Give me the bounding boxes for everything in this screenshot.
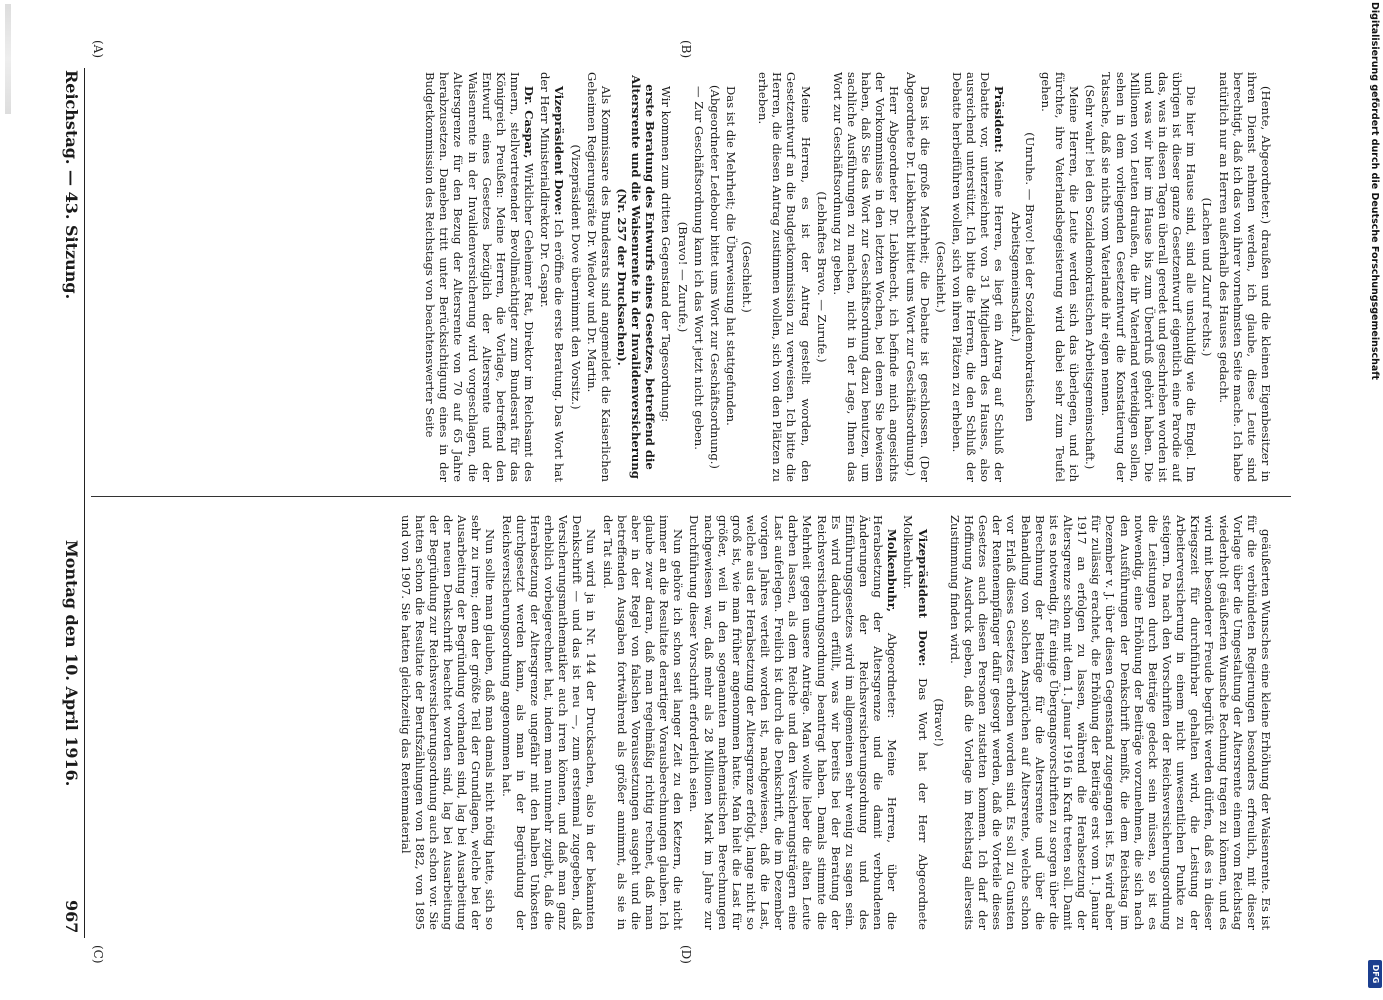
paragraph: Die hier im Hause sind, sind alle unschuldig wie die Engel. Im übrigen ist dieser ganze Gesetzentwurf eigentlich eine Parodie auf das, was in diesen Tagen überall geredet und geschrieben worden ist und was wir hier im Hause bis zum Überdruß gehört haben. Die Millionen von Leuten draußen, die ihr Vaterland verteidigen sollen, sehen in dem vorliegenden Gesetzentwurf die Konstatierung der Tatsache, daß sie nichts vom Vaterlande ihr eigen nennen. xyxy=(1099,72,1199,482)
speaker-name: Dr. Caspar, xyxy=(522,86,537,159)
margin-mark-c: (C) xyxy=(91,945,105,964)
interjection: (Vizepräsident Dove übernimmt den Vorsitz.) xyxy=(568,144,583,410)
margin-mark-b: (B) xyxy=(679,40,693,59)
paragraph: Wir kommen zum dritten Gegenstand der Tagesordnung: xyxy=(659,86,674,423)
margin-mark-d: (D) xyxy=(679,945,693,964)
paragraph xyxy=(901,515,929,930)
paragraph: Meine Herren, es ist der Antrag gestellt worden, den Gesetzentwurf an die Budgetkommission zu verweisen. Ich bitte die Herren, die diesen Antrag zustimmen wollen, sich von den Plätzen zu erheben. xyxy=(756,72,813,482)
paragraph: Nun sollte man glauben, daß man damals nicht nötig hatte, sich so sehr zu irren; denn der größte Teil der Grundlagen, welche bei der Ausarbeitung der Begründung vorhanden sind, lag bei Ausarbeitung der neuen Denkschrift beachtet worden sind, lag bei Ausarbeitung der Begründung zur Reichsversicherungsordnung auch schon vor. Sie hatten schon die Resultate der Berufszählungen von 1882, von 1895 und von 1907. Sie hatten gleichzeitig das Rentenmaterial xyxy=(398,515,498,930)
scan-artifact xyxy=(5,4,11,114)
speaker-name: Präsident: xyxy=(992,86,1007,153)
paragraph xyxy=(423,72,536,482)
speech-text: Das Wort hat der Herr Abgeordnete Molkenbuhr. xyxy=(901,515,930,930)
header-session: Reichstag. — 43. Sitzung. xyxy=(62,70,81,300)
interjection: (Lachen und Zuruf rechts.) xyxy=(1200,197,1215,357)
dfg-logo: DFG xyxy=(1368,960,1382,988)
paragraph: Meine Herren, die Leute werden sich das überlegen, und ich fürchte, ihre Vaterlandsbegeisterung wird dabei sehr zum Teufel gehen. xyxy=(1038,72,1082,482)
margin-mark-a: (A) xyxy=(91,40,105,59)
speech-text: Abgeordneter: Meine Herren, über die Herabsetzung der Altersgrenze und die damit verbundenen Änderungen der Reichsversicherungsordnung und des Einführungsgesetzes wird im allgemeinen sehr wenig zu sagen sein. Es wird dadurch erfüllt, was wir bereits bei der Beratung der Reichsversicherungsordnung beantragt haben. Damals stimmte die Mehrheit gegen unsere Anträge. Man wollte lieber die alten Leute darben lassen, als dem Reiche und den Versicherungsträgern eine Last auferlegen. Freilich ist durch die Denkschrift, die im Dezember vorigen Jahres verteilt worden ist, nachgewiesen, daß die Last, welche aus der Herabsetzung der Altersgrenze erfolgt, lange nicht so groß ist, wie man früher angenommen hatte. Man hielt die Last für größer, weil in den sogenannten mathematischen Berechnungen nachgewiesen war, daß mehr als 28 Millionen Mark im Jahre zur Durchführung dieser Vorschrift erforderlich seien. xyxy=(687,515,900,930)
speaker-name: Vizepräsident Dove: xyxy=(552,86,567,216)
speech-text: Ich eröffne die erste Beratung. Das Wort hat der Herr Ministerialdirektor Dr. Caspar. xyxy=(538,72,567,482)
speaker-name: Vizepräsident Dove: xyxy=(915,529,930,667)
paragraph: Das ist die Mehrheit; die Überweisung hat stattgefunden. xyxy=(723,86,738,426)
column-divider xyxy=(91,496,1291,497)
digitization-footer xyxy=(1368,0,1380,1000)
interjection: (Abgeordneter Ledebour bittet ums Wort zur Geschäftsordnung.) xyxy=(707,85,722,469)
interjection: (Unruhe. — Bravo! bei der Sozialdemokratischen Arbeitsgemeinschaft.) xyxy=(1008,132,1037,422)
paragraph: — Zur Geschäftsordnung kann ich das Wort jetzt nicht geben. xyxy=(691,86,706,450)
paragraph xyxy=(538,72,566,482)
interjection: (Geschieht.) xyxy=(740,241,755,313)
paragraph: geäußerten Wunsches eine kleine Erhöhung der Waisenrente. Es ist für die verbündeten Regierungen besonders erfreulich, mit dieser Vorlage über die Umgestaltung der Altersrente einem vom Reichstag wiederholt geäußerten Wunsche Rechnung tragen zu können, und es wird mit besonderer Freude begrüßt werden dürfen, daß es in dieser Kriegszeit für durchführbar gehalten wird, die Leistung der Arbeiterversicherung in einem nicht unwesentlichen Punkte zu steigern. Da nach den Vorschriften der Reichsversicherungsordnung die Leistungen durch Beiträge gedeckt sein müssen, so ist es notwendig, eine Erhöhung der Beiträge vorzunehmen, die sich nach den Ausführungen der Denkschrift bemißt, die dem Reichstag im Dezember v. J. über diesen Gegenstand zugegangen ist. Es wird aber für zulässig erachtet, die Erhöhung der Beiträge erst vom 1. Januar 1917 an erfolgen zu lassen, während die Herabsetzung der Altersgrenze schon mit dem 1. Januar 1916 in Kraft treten soll. Damit ist es notwendig, für einige Übergangsvorschriften zu sorgen über die Berechnung der Beiträge für die Altersrente und über die Behandlung von solchen Ansprüchen auf Altersrente, welche schon vor Erlaß dieses Gesetzes erhoben worden sind. Es soll zu Gunsten der Rentenempfänger dafür gesorgt werden, daß die Vorteile dieses Gesetzes auch diesen Personen zustatten kommen. Ich darf der Hoffnung Ausdruck geben, daß die Vorlage im Reichstag allerseits Zustimmung finden wird. xyxy=(947,515,1273,930)
paragraph: Nun gehöre ich schon seit langer Zeit zu den Ketzern, die nicht immer an die Resultate derartiger Vorausberechnungen glauben. Ich glaube zwar daran, daß man regelmäßig richtig rechnet, daß man aber in der Regel von falschen Voraussetzungen ausgeht und die betreffenden Ausgaben fortwährend als größer annimmt, als sie in der Tat sind. xyxy=(600,515,686,930)
page-header xyxy=(61,70,81,940)
interjection: (Sehr wahr! bei den Sozialdemokratischen Arbeitsgemeinschaft.) xyxy=(1083,84,1098,470)
agenda-topic: erste Beratung des Entwurfs eines Gesetzes, betreffend die Altersrente und die Waisenrente in der Invalidenversicherung (Nr. 257 der Drucksachen). xyxy=(614,75,658,479)
paragraph: Herr Abgeordneter Dr. Liebknecht, ich befinde mich angesichts der Vorkommnisse in den letzten Wochen, bei denen Sie bewiesen haben, daß Sie das Wort zur Geschäftsordnung dazu benutzen, um sachliche Ausführungen zu machen, nicht in der Lage, Ihnen das Wort zur Geschäftsordnung zu geben. xyxy=(830,72,902,482)
interjection: (Bravo!) xyxy=(931,698,946,747)
interjection: (Geschieht.) xyxy=(933,241,948,313)
left-column xyxy=(93,72,1273,482)
right-column xyxy=(93,515,1273,930)
speaker-name: Molkenbuhr, xyxy=(885,529,900,613)
speech-text: Meine Herren, es liegt ein Antrag auf Schluß der Debatte vor, unterzeichnet von 31 Mitgliedern des Hauses, also ausreichend unterstützt. Ich bitte die Herren, die den Schluß der Debatte herbeiführen wollen, sich von ihren Plätzen zu erheben. xyxy=(950,72,1007,482)
header-date: Montag den 10. April 1916. xyxy=(62,540,81,787)
interjection: (Lebhaftes Bravo. — Zurufe.) xyxy=(814,191,829,363)
header-rule xyxy=(84,68,85,938)
funding-note: Digitalisierung gefördert durch die Deutsche Forschungsgemeinschaft xyxy=(1369,2,1380,380)
paragraph xyxy=(687,515,899,930)
speech-text: Wirklicher Geheimer Rat, Direktor im Reichsamt des Innern, stellvertretender Bevollmächtigter zum Bundesrat für das Königreich Preußen: Meine Herren, die Vorlage, betreffend den Entwurf eines Gesetzes bezüglich der Altersrente und der Waisenrente in der Invalidenversicherung wird vorgeschlagen, die Altersgrenze für den Bezug der Altersrente von 70 auf 65 Jahre herabzusetzen. Daneben tritt unter Berücksichtigung eines in der Budgetkommission des Reichstags von beachtenswerter Seite xyxy=(423,72,537,482)
paragraph: Als Kommissare des Bundesrats sind angemeldet die Kaiserlichen Geheimen Regierungsräte Dr. Wiedow und Dr. Martin. xyxy=(584,72,613,482)
paragraph: (Hente, Abgeordneter.) draußen und die kleinen Eigenbesitzer in ihren Dienst nehmen werden, ich glaube, diese Leute sind berechtigt, daß ich das von ihrer vornehmsten Seite mache. Ich habe natürlich nur an Herren außerhalb des Hauses gedacht. xyxy=(1216,72,1273,482)
paragraph: Das ist die große Mehrheit; die Debatte ist geschlossen. (Der Abgeordnete Dr. Liebknecht bittet ums Wort zur Geschäftsordnung.) xyxy=(903,72,932,482)
paragraph: Nun wird ja in Nr. 144 der Drucksachen, also in der bekannten Denkschrift — und das ist neu —, zum erstenmal zugegeben, daß Versicherungsmathematiker auch irren können, und daß man ganz erheblich vorbeigerechnet hat, indem man nunmehr zugibt, daß die Herabsetzung der Altersgrenze ungefähr mit den halben Unkosten durchgesetzt werden kann, als man in der Begründung der Reichsversicherungsordnung angenommen hat. xyxy=(499,515,599,930)
page-number: 967 xyxy=(62,900,81,934)
paragraph xyxy=(950,72,1007,482)
interjection: (Bravo! — Zurufe.) xyxy=(675,221,690,333)
